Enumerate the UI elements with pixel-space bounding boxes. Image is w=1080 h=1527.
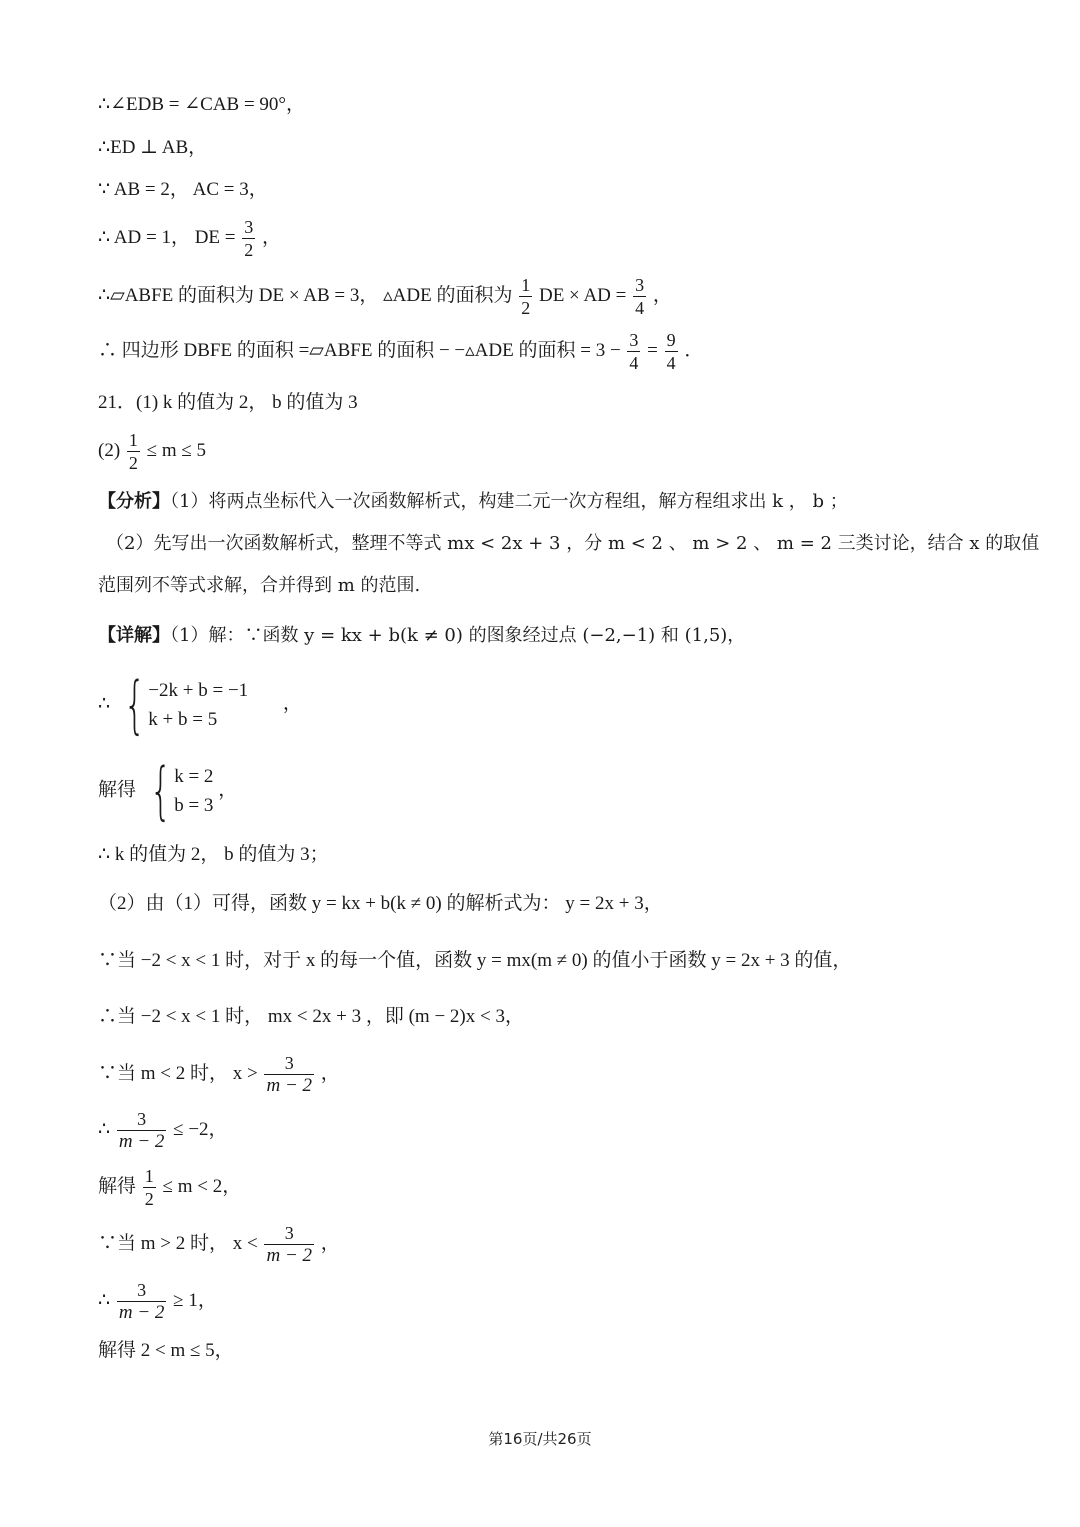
detail-line-10: 解得 2 < m ≤ 5，	[98, 1340, 234, 1361]
line-1: ∴∠EDB = ∠CAB = 90°，	[98, 94, 306, 115]
detail-line-5: ∵当 m < 2 时， x > $\frac{3}{m - 2}$ ，	[98, 1053, 340, 1096]
fraction: $\frac{3}{m - 2}$	[266, 1223, 313, 1266]
detail-line-4: ∴当 −2 < x < 1 时， mx < 2x + 3 ，即 (m − 2)x < 3，	[98, 1006, 524, 1027]
fraction: $\frac{9}{4}$	[666, 330, 676, 373]
analysis-line-1: 【分析】（1）将两点坐标代入一次函数解析式，构建二元一次方程组，解方程组求出 k ， b ；	[98, 491, 848, 512]
line-6: ∴ 四边形 DBFE 的面积 =▱ABFE 的面积 − −▵ADE 的面积 = 3 − $\frac{3}{4}$ = $\frac{9}{4}$ ．	[98, 330, 704, 373]
question-21-answer-1: 21．(1) k 的值为 2， b 的值为 3	[98, 392, 358, 413]
detail-heading: 【详解】	[98, 625, 170, 646]
brace-icon: {	[149, 754, 172, 827]
fraction: $\frac{3}{m - 2}$	[266, 1053, 313, 1096]
fraction: $\frac{3}{4}$	[635, 275, 645, 318]
detail-line-7: 解得 $\frac{1}{2}$ ≤ m < 2，	[98, 1166, 242, 1209]
detail-line-2: （2）由（1）可得，函数 y = kx + b(k ≠ 0) 的解析式为： y = 2x + 3，	[98, 893, 663, 914]
equation-system-2: 解得 { k = 2 b = 3 ，	[98, 754, 238, 827]
line-2: ∴ED ⊥ AB，	[98, 137, 208, 158]
detail-line-9: ∴ $\frac{3}{m - 2}$ ≥ 1，	[98, 1280, 217, 1323]
detail-line-1: 【详解】（1）解：∵函数 y = kx + b(k ≠ 0) 的图象经过点 (−2,−1) 和 (1,5)，	[98, 625, 746, 646]
analysis-line-3: 范围列不等式求解，合并得到 m 的范围.	[98, 575, 421, 596]
detail-line-6: ∴ $\frac{3}{m - 2}$ ≤ −2，	[98, 1109, 228, 1152]
fraction: $\frac{1}{2}$	[128, 430, 138, 473]
fraction: $\frac{3}{m - 2}$	[118, 1280, 165, 1323]
equation-system-1: ∴ { −2k + b = −1 k + b = 5 ，	[98, 668, 302, 741]
question-21-answer-2: (2) $\frac{1}{2}$ ≤ m ≤ 5	[98, 430, 207, 473]
page-number: 第16页/共26页	[488, 1430, 592, 1448]
detail-line-8: ∵当 m > 2 时， x < $\frac{3}{m - 2}$ ，	[98, 1223, 340, 1266]
analysis-line-2: （2）先写出一次函数解析式，整理不等式 mx < 2x + 3 ，分 m < 2 、 m > 2 、 m = 2 三类讨论，结合 x 的取值	[106, 533, 1040, 554]
fraction: $\frac{3}{m - 2}$	[118, 1109, 165, 1152]
line-5: ∴▱ABFE 的面积为 DE × AB = 3， ▵ADE 的面积为 $\frac{1}{2}$ DE × AD = $\frac{3}{4}$ ，	[98, 275, 672, 318]
fraction: $\frac{3}{4}$	[629, 330, 639, 373]
brace-icon: {	[123, 668, 146, 741]
detail-line-3: ∵当 −2 < x < 1 时，对于 x 的每一个值，函数 y = mx(m ≠ 0) 的值小于函数 y = 2x + 3 的值，	[98, 950, 852, 971]
analysis-heading: 【分析】	[98, 491, 170, 512]
fraction: $\frac{3}{2}$	[244, 217, 254, 260]
fraction: $\frac{1}{2}$	[144, 1166, 154, 1209]
fraction: $\frac{1}{2}$	[521, 275, 531, 318]
line-3: ∵ AB = 2， AC = 3，	[98, 179, 268, 200]
line-4: ∴ AD = 1， DE = $\frac{3}{2}$ ，	[98, 217, 282, 260]
detail-line-result: ∴ k 的值为 2， b 的值为 3；	[98, 844, 329, 865]
